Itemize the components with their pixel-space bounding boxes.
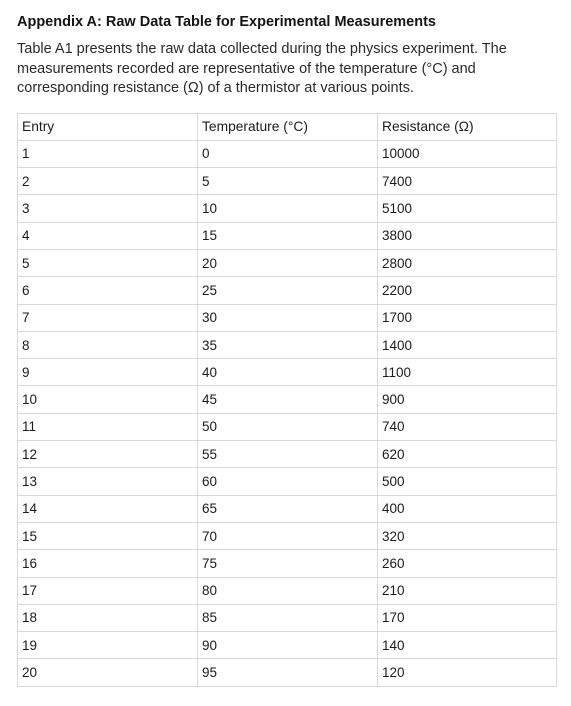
resistance-cell: 1700	[378, 304, 557, 331]
table-row	[18, 495, 557, 522]
column-header-resistance: Resistance (Ω)	[378, 113, 557, 140]
entry-cell: 7	[18, 304, 198, 331]
temperature-cell: 5	[198, 168, 378, 195]
appendix-heading: Appendix A: Raw Data Table for Experimental Measurements	[17, 14, 436, 30]
resistance-cell: 2800	[378, 249, 557, 276]
temperature-cell: 55	[198, 441, 378, 468]
table-row	[18, 604, 557, 631]
entry-cell: 10	[18, 386, 198, 413]
table-row	[18, 359, 557, 386]
table-row	[18, 441, 557, 468]
entry-cell: 2	[18, 168, 198, 195]
resistance-cell: 740	[378, 413, 557, 440]
table-row	[18, 550, 557, 577]
resistance-cell: 620	[378, 441, 557, 468]
resistance-cell: 400	[378, 495, 557, 522]
temperature-cell: 60	[198, 468, 378, 495]
entry-cell: 12	[18, 441, 198, 468]
temperature-cell: 75	[198, 550, 378, 577]
temperature-cell: 70	[198, 522, 378, 549]
table-row	[18, 277, 557, 304]
table-row	[18, 195, 557, 222]
temperature-cell: 65	[198, 495, 378, 522]
table-row	[18, 577, 557, 604]
table-row	[18, 522, 557, 549]
table-row	[18, 249, 557, 276]
resistance-cell: 140	[378, 632, 557, 659]
entry-cell: 3	[18, 195, 198, 222]
entry-cell: 1	[18, 140, 198, 167]
temperature-cell: 35	[198, 331, 378, 358]
raw-data-table	[17, 113, 557, 687]
table-header	[18, 113, 557, 140]
entry-cell: 4	[18, 222, 198, 249]
column-header-temperature: Temperature (°C)	[198, 113, 378, 140]
resistance-cell: 7400	[378, 168, 557, 195]
entry-cell: 11	[18, 413, 198, 440]
entry-cell: 9	[18, 359, 198, 386]
entry-cell: 18	[18, 604, 198, 631]
temperature-cell: 95	[198, 659, 378, 686]
temperature-cell: 85	[198, 604, 378, 631]
resistance-cell: 1100	[378, 359, 557, 386]
entry-cell: 19	[18, 632, 198, 659]
temperature-cell: 10	[198, 195, 378, 222]
entry-cell: 15	[18, 522, 198, 549]
table-body	[18, 140, 557, 686]
resistance-cell: 170	[378, 604, 557, 631]
temperature-cell: 15	[198, 222, 378, 249]
table-row	[18, 222, 557, 249]
table-row	[18, 632, 557, 659]
temperature-cell: 25	[198, 277, 378, 304]
column-header-entry: Entry	[18, 113, 198, 140]
temperature-cell: 30	[198, 304, 378, 331]
table-row	[18, 331, 557, 358]
temperature-cell: 0	[198, 140, 378, 167]
entry-cell: 16	[18, 550, 198, 577]
temperature-cell: 80	[198, 577, 378, 604]
table-row	[18, 168, 557, 195]
table-row	[18, 140, 557, 167]
resistance-cell: 210	[378, 577, 557, 604]
entry-cell: 20	[18, 659, 198, 686]
table-row	[18, 468, 557, 495]
resistance-cell: 120	[378, 659, 557, 686]
resistance-cell: 500	[378, 468, 557, 495]
resistance-cell: 10000	[378, 140, 557, 167]
temperature-cell: 20	[198, 249, 378, 276]
table-row	[18, 413, 557, 440]
entry-cell: 13	[18, 468, 198, 495]
resistance-cell: 5100	[378, 195, 557, 222]
temperature-cell: 90	[198, 632, 378, 659]
resistance-cell: 2200	[378, 277, 557, 304]
table-row	[18, 659, 557, 686]
header-row	[18, 113, 557, 140]
resistance-cell: 3800	[378, 222, 557, 249]
intro-paragraph: Table A1 presents the raw data collected during the physics experiment. The measurements recorded are representative of the temperature (°C) and corresponding resistance (Ω) of a thermistor at various points.	[17, 41, 507, 96]
temperature-cell: 40	[198, 359, 378, 386]
table-row	[18, 386, 557, 413]
entry-cell: 8	[18, 331, 198, 358]
entry-cell: 17	[18, 577, 198, 604]
entry-cell: 6	[18, 277, 198, 304]
entry-cell: 5	[18, 249, 198, 276]
entry-cell: 14	[18, 495, 198, 522]
table-row	[18, 304, 557, 331]
resistance-cell: 320	[378, 522, 557, 549]
resistance-cell: 900	[378, 386, 557, 413]
resistance-cell: 260	[378, 550, 557, 577]
temperature-cell: 45	[198, 386, 378, 413]
resistance-cell: 1400	[378, 331, 557, 358]
temperature-cell: 50	[198, 413, 378, 440]
